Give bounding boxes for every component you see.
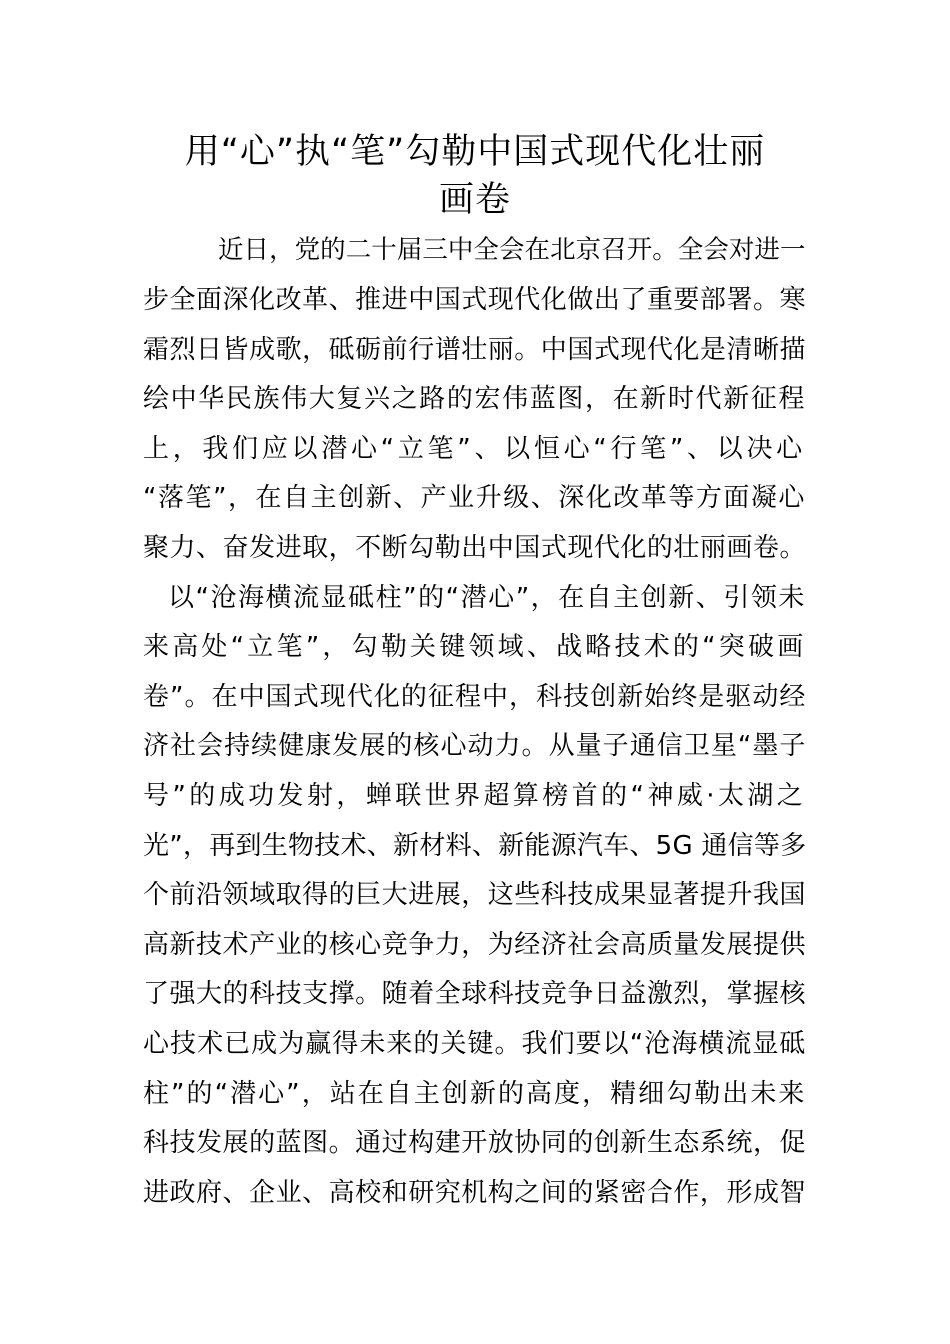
text-line: 了强大的科技支撑。随着全球科技竞争日益激烈，掌握核	[143, 979, 807, 1009]
text-line: 光”，再到生物技术、新材料、新能源汽车、5G 通信等多	[143, 831, 807, 861]
text-line: 个前沿领域取得的巨大进展，这些科技成果显著提升我国	[143, 880, 807, 910]
title-line-1: 用“心”执“笔”勾勒中国式现代化壮丽	[184, 132, 766, 172]
text-line: 以“沧海横流显砥柱”的“潜心”，在自主创新、引领未	[168, 583, 806, 613]
text-line: “落笔”，在自主创新、产业升级、深化改革等方面凝心	[143, 483, 806, 513]
text-line: 心技术已成为赢得未来的关键。我们要以“沧海横流显砥	[143, 1029, 807, 1059]
text-line: 济社会持续健康发展的核心动力。从量子通信卫星“墨子	[143, 731, 807, 761]
text-line: 上，我们应以潜心“立笔”、以恒心“行笔”、以决心	[143, 434, 806, 464]
text-line: 近日，党的二十届三中全会在北京召开。全会对进一	[218, 235, 806, 265]
text-line: 来高处“立笔”，勾勒关键领域、战略技术的“突破画	[143, 632, 807, 662]
title-line-2: 画卷	[438, 180, 511, 220]
text-line: 聚力、奋发进取，不断勾勒出中国式现代化的壮丽画卷。	[143, 533, 807, 563]
text-line: 柱”的“潜心”，站在自主创新的高度，精细勾勒出未来	[143, 1079, 807, 1109]
text-line: 高新技术产业的核心竞争力，为经济社会高质量发展提供	[143, 930, 807, 960]
text-line: 霜烈日皆成歌，砥砺前行谱壮丽。中国式现代化是清晰描	[143, 335, 807, 365]
text-line: 绘中华民族伟大复兴之路的宏伟蓝图，在新时代新征程	[143, 384, 807, 414]
text-line: 科技发展的蓝图。通过构建开放协同的创新生态系统，促	[143, 1128, 807, 1158]
text-line: 步全面深化改革、推进中国式现代化做出了重要部署。寒	[143, 285, 807, 315]
text-line: 卷”。在中国式现代化的征程中，科技创新始终是驱动经	[143, 682, 807, 712]
text-line: 号”的成功发射，蝉联世界超算榜首的“神威·太湖之	[143, 781, 807, 811]
text-line: 进政府、企业、高校和研究机构之间的紧密合作，形成智	[143, 1178, 807, 1208]
document-title	[140, 128, 810, 224]
